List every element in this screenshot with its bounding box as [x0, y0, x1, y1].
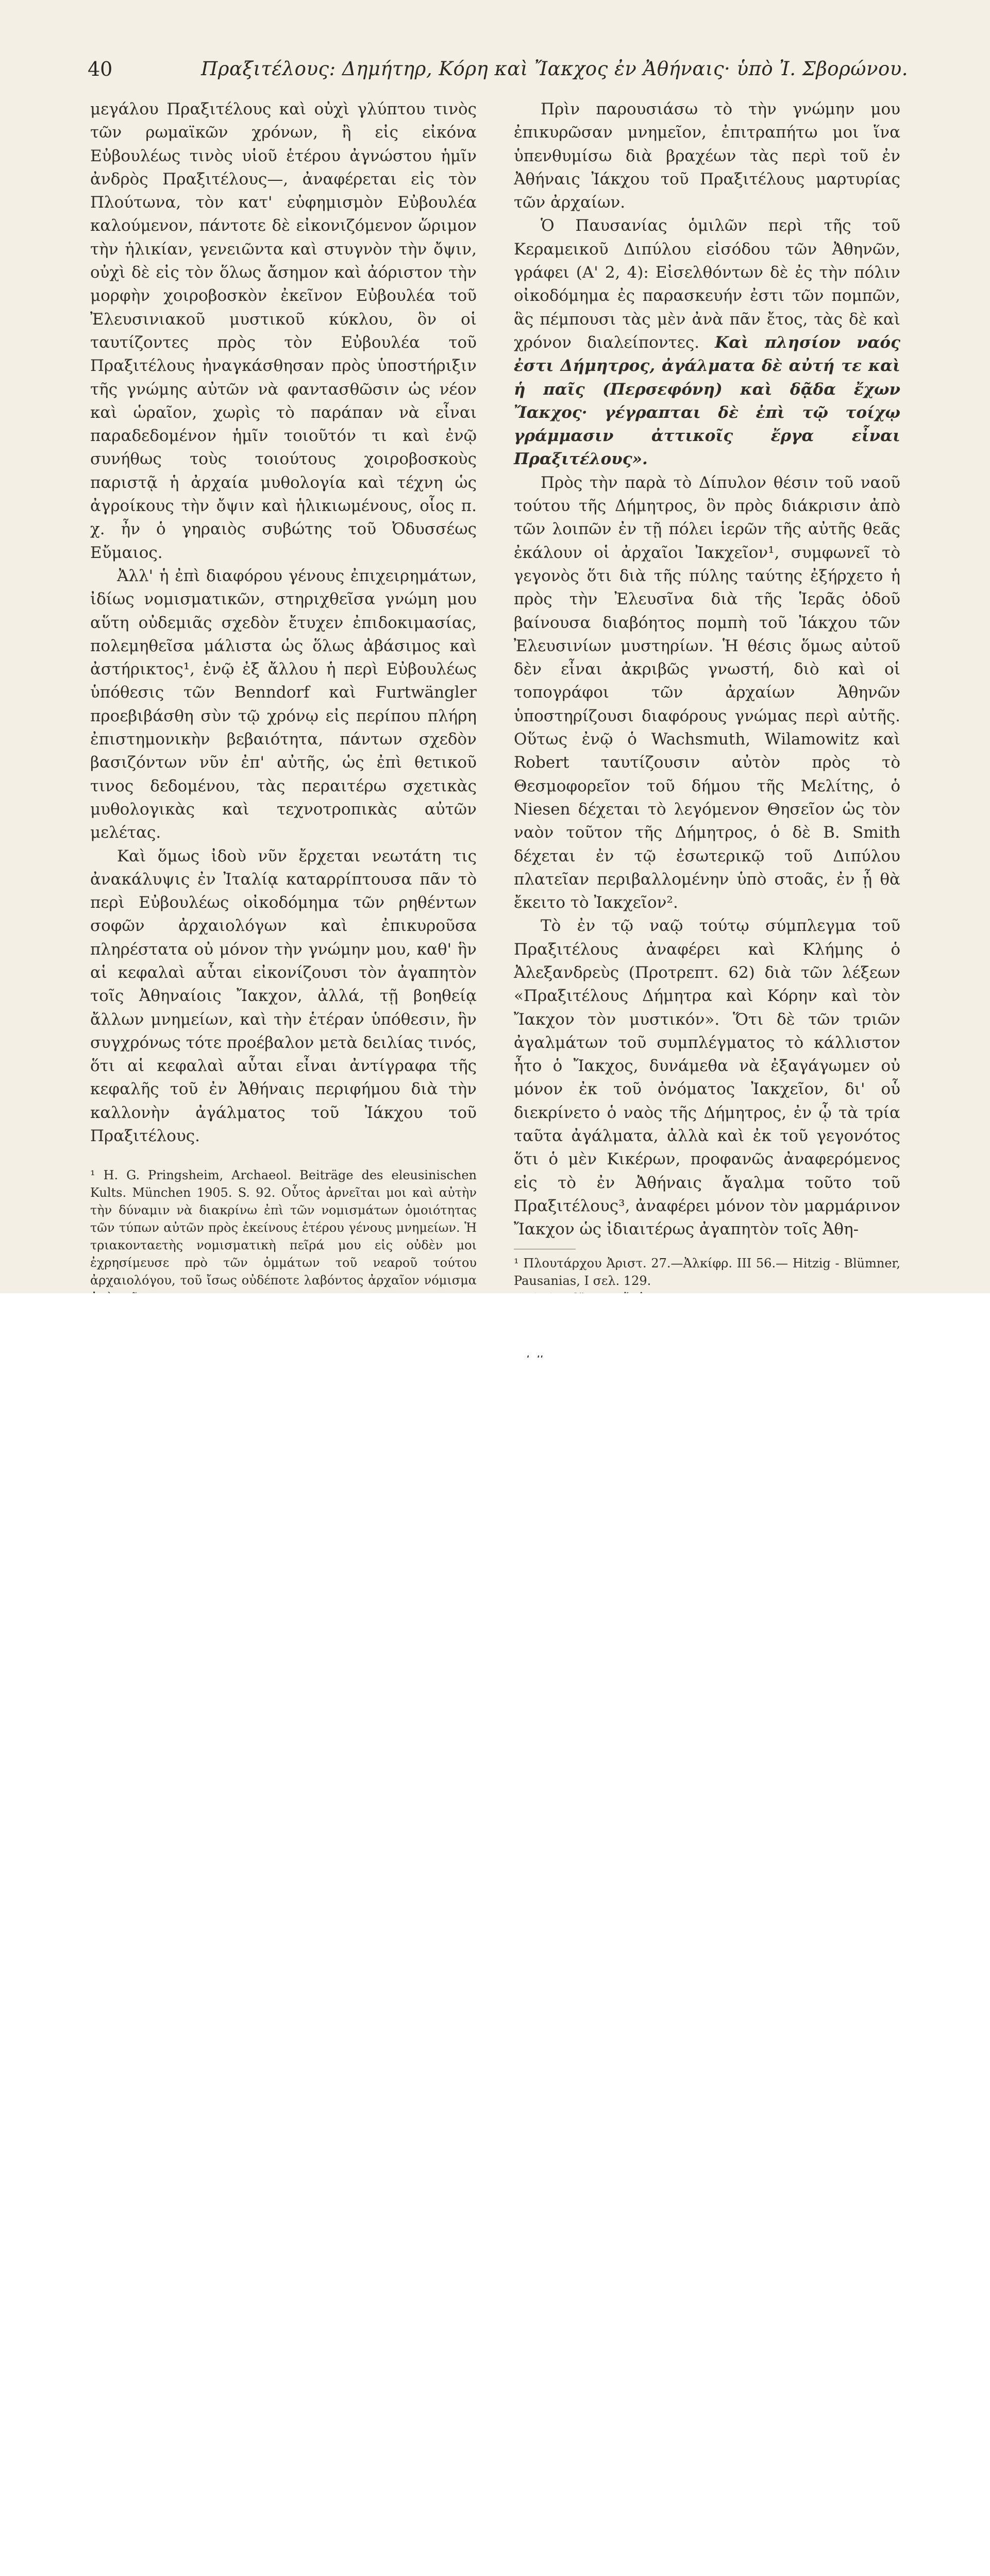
left-column	[90, 98, 477, 1307]
left-footnote-1: ¹ H. G. Pringsheim, Archaeol. Beiträge des eleusinischen Kults. München 1905. S. 92. Οὗτος ἀρνεῖται μοι καὶ αὐτὴν τὴν δύναμιν νὰ διακρίνω ἐπὶ τῶν νομισμάτων ὁμοιότητας τῶν τύπων αὐτῶν πρὸς ἐκείνους ἑτέρου γένους μνημείων. Ἡ τριακονταετὴς νομισματικὴ πεῖρά μου εἰς οὐδὲν μοι ἐχρησίμευσε πρὸ τῶν ὀμμάτων τοῦ νεαροῦ τούτου ἀρχαιολόγου, τοῦ ἴσως οὐδέποτε λαβόντος ἀρχαῖον νόμισμα	[90, 1168, 477, 1288]
page-header	[88, 58, 908, 87]
page-number: 40	[88, 58, 113, 80]
pausanias-quote: Ὁ Παυσανίας ὁμιλῶν περὶ τῆς τοῦ Κεραμεικοῦ Διπύλου εἰσόδου τῶν Ἀθηνῶν, γράφει (Α' 2, 4): Εἰσελθόντων δὲ ἐς τὴν πόλιν οἰκοδόμημα ἐς παρασκευήν ἐστι τῶν πομπῶν, ἃς πέμπουσι τὰς μὲν ἀνὰ πᾶν ἔτος, τὰς δὲ καὶ χρόνον διαλείποντες.	[514, 216, 900, 352]
right-paragraph-2	[514, 214, 900, 471]
pausanias-quote-bold: Καὶ πλησίον ναός ἐστι Δήμητρος, ἀγάλματα δὲ αὐτή τε καὶ ἡ παῖς (Περσεφόνη) καὶ δᾷδα ἔχων Ἴακχος· γέγραπται δὲ ἐπὶ τῷ τοίχῳ γράμμασιν ἀττικοῖς ἔργα εἶναι Πραξιτέλους».	[514, 333, 900, 469]
right-paragraph-1: Πρὶν παρουσιάσω τὸ τὴν γνώμην μου ἐπικυρῶσαν μνημεῖον, ἐπιτραπήτω μοι ἵνα ὑπενθυμίσω διὰ βραχέων τὰς περὶ τοῦ ἐν Ἀθήναις Ἰάκχου τοῦ Πραξιτέλους μαρτυρίας τῶν ἀρχαίων.	[514, 100, 900, 212]
viewer-footer	[0, 1293, 990, 1355]
running-title: Πραξιτέλους: Δημήτηρ, Κόρη καὶ Ἴακχος ἐν Ἀθήναις· ὑπὸ Ἰ. Σβορώνου.	[201, 58, 908, 80]
left-paragraph-3: Καὶ ὅμως ἰδοὺ νῦν ἔρχεται νεωτάτη τις ἀνακάλυψις ἐν Ἰταλίᾳ καταρρίπτουσα πᾶν τὸ περὶ Εὐβουλέως οἰκοδόμημα τῶν ρηθέντων σοφῶν ἀρχαιολόγων καὶ ἐπικυροῦσα πληρέστατα οὐ μόνον τὴν γνώμην μου, καθ' ἣν αἱ κεφαλαὶ αὗται εἰκονίζουσι τὸν ἀγαπητὸν τοῖς Ἀθηναίοις Ἴακχον, ἀλλά, τῇ βοηθείᾳ ἄλλων μνημείων, καὶ τὴν ἑτέραν ὑπόθεσιν, ἣν συγχρόνως τότε προέβαλον μετὰ δειλίας τινός, ὅτι αἱ κεφαλαὶ αὗται εἶναι ἀντίγραφα τῆς κεφαλῆς τοῦ ἐν Ἀθήναις περιφήμου διὰ τὴν καλλονὴν ἀγάλματος τοῦ Ἰάκχου τοῦ Πραξιτέλους.	[90, 846, 477, 1146]
right-paragraph-3: Πρὸς τὴν παρὰ τὸ Δίπυλον θέσιν τοῦ ναοῦ τούτου τῆς Δήμητρος, ὃν πρὸς διάκρισιν ἀπὸ τῶν λοιπῶν ἐν τῇ πόλει ἱερῶν τῆς αὐτῆς θεᾶς ἐκάλουν οἱ ἀρχαῖοι Ἰακχεῖον¹, συμφωνεῖ τὸ γεγονὸς ὅτι διὰ τῆς πύλης ταύτης ἐξήρχετο ἡ πρὸς τὴν Ἐλευσῖνα διὰ τῆς Ἱερᾶς ὁδοῦ βαίνουσα διαβόητος πομπὴ τοῦ Ἰάκχου τῶν Ἐλευσινίων μυστηρίων. Ἡ θέσις ὅμως αὐτοῦ δὲν εἶναι ἀκριβῶς γνωστή, διὸ καὶ οἱ τοπογράφοι τῶν ἀρχαίων Ἀθηνῶν ὑποστηρίζουσι διαφόρους γνώμας περὶ αὐτῆς. Οὕτως ἐνῷ ὁ Wachsmuth, Wilamowitz καὶ Robert ταυτίζουσιν αὐτὸν πρὸς τὸ Θεσμοφορεῖον τοῦ δήμου τῆς Μελίτης, ὁ Niesen δέχεται τὸ λεγόμενον Θησεῖον ὡς τὸν ναὸν τοῦτον τῆς Δήμητρος, ὁ δὲ B. Smith δέχεται ἐν τῷ ἐσωτερικῷ τοῦ Διπύλου πλατεῖαν περιβαλλομένην ὑπὸ στοᾶς, ἐν ᾗ θὰ ἔκειτο τὸ Ἰακχεῖον².	[514, 473, 900, 912]
left-footnotes	[90, 1166, 477, 1307]
right-paragraph-4: Τὸ ἐν τῷ ναῷ τούτῳ σύμπλεγμα τοῦ Πραξιτέλους ἀναφέρει καὶ Κλήμης ὁ Ἀλεξανδρεὺς (Προτρεπτ. 62) διὰ τῶν λέξεων «Πραξιτέλους Δήμητρα καὶ Κόρην καὶ τὸν Ἴακχον τὸν μυστικόν». Ὅτι δὲ τῶν τριῶν ἀγαλμάτων τοῦ συμπλέγματος τὸ κάλλιστον ἦτο ὁ Ἴακχος, δυνάμεθα νὰ ἐξαγάγωμεν οὐ μόνον ἐκ τοῦ ὀνόματος Ἰακχεῖον, δι' οὗ διεκρίνετο ὁ ναὸς τῆς Δήμητρος, ἐν ᾧ τὰ τρία ταῦτα ἀγάλματα, ἀλλὰ καὶ ἐκ τοῦ γεγονότος ὅτι ὁ μὲν Κικέρων, προφανῶς ἀναφερόμενος εἰς τὸ ἐν Ἀθήναις ἄγαλμα τοῦτο τοῦ Πραξιτέλους³, ἀναφέρει μόνον τὸν μαρμάρινον Ἴακχον ὡς ἰδιαιτέρως ἀγαπητὸν τοῖς Ἀθη-	[514, 917, 900, 1239]
right-footnote-1: ¹ Πλουτάρχου Ἀριστ. 27.—Ἀλκίφρ. III 56.— Hitzig - Blümner, Pausanias, I σελ. 129.	[514, 1256, 900, 1288]
right-column	[514, 98, 900, 1360]
left-paragraph-2: Ἀλλ' ἡ ἐπὶ διαφόρου γένους ἐπιχειρημάτων, ἰδίως νομισματικῶν, στηριχθεῖσα γνώμη μου αὕτη οὐδεμιᾶς σχεδὸν ἔτυχεν ἐπιδοκιμασίας, πολεμηθεῖσα μάλιστα ὡς ὅλως ἀβάσιμος καὶ ἀστήρικτος¹, ἐνῷ ἐξ ἄλλου ἡ περὶ Εὐβουλέως ὑπόθεσις τῶν Benndorf καὶ Furtwängler προεβιβάσθη σὺν τῷ χρόνῳ εἰς περίπου πλήρη ἐπιστημονικὴν βεβαιότητα, πάντων σχεδὸν βασιζόντων νῦν ἐπ' αὐτῆς, ὡς ἐπὶ θετικοῦ τινος δεδομένου, τὰς περαιτέρω σχετικὰς μυθολογικὰς καὶ τεχνοτροπικὰς αὐτῶν μελέτας.	[90, 566, 477, 842]
left-paragraph-1: μεγάλου Πραξιτέλους καὶ οὐχὶ γλύπτου τινὸς τῶν ρωμαϊκῶν χρόνων, ἢ εἰς εἰκόνα Εὐβουλέως τινὸς υἱοῦ ἑτέρου ἀγνώστου ἡμῖν ἀνδρὸς Πραξιτέλους—, ἀναφέρεται εἰς τὸν Πλούτωνα, τὸν κατ' εὐφημισμὸν Εὐβουλέα καλούμενον, πάντοτε δὲ εἰκονιζόμενον ὥριμον τὴν ἡλικίαν, γενειῶντα καὶ στυγνὸν τὴν ὄψιν, οὐχὶ δὲ εἰς τὸν ὅλως ἄσημον καὶ ἀόριστον τὴν μορφὴν χοιροβοσκὸν ἐκεῖνον Εὐβουλέα τοῦ Ἐλευσινιακοῦ μυστικοῦ κύκλου, ὃν οἱ ταυτίζοντες πρὸς τὸν Εὐβουλέα τοῦ Πραξιτέλους ἠναγκάσθησαν πρὸς ὑποστήριξιν τῆς γνώμης αὐτῶν νὰ φαντασθῶσιν ὡς νέον καὶ ὡραῖον, χωρὶς τὸ παράπαν νὰ εἶναι παραδεδομένον ἡμῖν τοιοῦτόν τι καὶ ἐνῷ συνήθως τοὺς τοιούτους χοιροβοσκοὺς παριστᾷ ἡ ἀρχαία μυθολογία καὶ τέχνη ὡς ἀγροίκους τὴν ὄψιν καὶ ἡλικιωμένους, οἷος π. χ. ἦν ὁ γηραιὸς συβώτης τοῦ Ὀδυσσέως Εὔμαιος.	[90, 100, 477, 562]
